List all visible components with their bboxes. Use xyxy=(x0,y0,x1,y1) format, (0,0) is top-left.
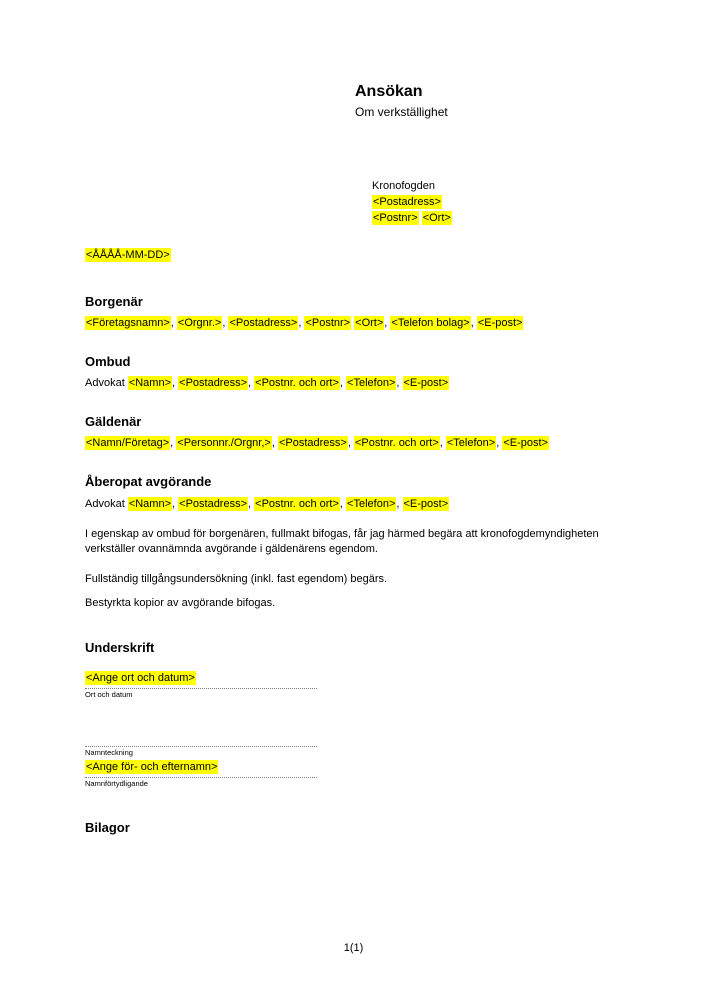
placeholder-highlight: <Namn/Företag> xyxy=(86,437,170,449)
placeholder-highlight: <E-post> xyxy=(403,377,449,389)
plain-text: , xyxy=(384,317,391,329)
ort-datum-value-line xyxy=(85,671,317,689)
section-heading-aberopat-avgorande: Åberopat avgörande xyxy=(85,474,212,489)
placeholder-highlight: <E-post> xyxy=(503,437,548,449)
aberopat-details-line xyxy=(85,497,449,512)
plain-text: , xyxy=(248,377,255,389)
plain-text: , xyxy=(170,317,177,329)
section-heading-borgenar: Borgenär xyxy=(85,294,143,309)
plain-text: Advokat xyxy=(85,377,128,389)
plain-text: , xyxy=(298,317,305,329)
ort-datum-label: Ort och datum xyxy=(85,690,133,699)
namn-placeholder: <Ange för- och efternamn> xyxy=(86,761,218,773)
plain-text: , xyxy=(339,377,347,389)
paragraph-enforcement-request: I egenskap av ombud för borgenären, fullmakt bifogas, får jag härmed begära att kronofogdemyndigheten verkställer ovannämnda avgörande i gäldenärens egendom. xyxy=(85,528,599,555)
section-heading-galdenar: Gäldenär xyxy=(85,414,142,429)
recipient-address-block xyxy=(372,178,452,226)
plain-text: , xyxy=(172,377,179,389)
placeholder-highlight: <Personnr./Orgnr,> xyxy=(177,437,271,449)
placeholder-highlight: <Telefon> xyxy=(347,377,396,389)
section-heading-bilagor: Bilagor xyxy=(85,820,130,835)
placeholder-highlight: <Ort> xyxy=(355,317,384,329)
plain-text: , xyxy=(496,437,503,449)
date-placeholder: <ÅÅÅÅ-MM-DD> xyxy=(86,249,170,261)
placeholder-highlight: <Företagsnamn> xyxy=(86,317,170,329)
placeholder-highlight: <E-post> xyxy=(477,317,523,329)
paragraph-asset-investigation: Fullständig tillgångsundersökning (inkl. fast egendom) begärs. xyxy=(85,573,388,585)
signature-field-namnfortydligande xyxy=(85,760,317,789)
section-heading-underskrift: Underskrift xyxy=(85,640,155,655)
placeholder-highlight: <Telefon bolag> xyxy=(391,317,470,329)
plain-text: , xyxy=(396,498,403,510)
date-line xyxy=(85,249,171,261)
section-heading-ombud: Ombud xyxy=(85,354,131,369)
plain-text: , xyxy=(170,437,177,449)
recipient-postnr-ort xyxy=(372,210,452,226)
namnteckning-label: Namnteckning xyxy=(85,748,133,757)
ombud-details-line xyxy=(85,376,449,391)
placeholder-highlight: <Postadress> xyxy=(179,498,248,510)
borgenar-details-line xyxy=(85,316,523,331)
plain-text: , xyxy=(248,498,255,510)
ort-placeholder: <Ort> xyxy=(422,212,451,224)
recipient-name: Kronofogden xyxy=(372,180,435,192)
plain-text: Advokat xyxy=(85,498,128,510)
ort-datum-placeholder: <Ange ort och datum> xyxy=(86,672,195,684)
placeholder-highlight: <Postnr. och ort> xyxy=(255,498,339,510)
plain-text: , xyxy=(172,498,179,510)
namnfortydligande-value-line xyxy=(85,760,317,778)
postadress-placeholder: <Postadress> xyxy=(373,196,441,208)
document-title: Ansökan xyxy=(355,83,423,100)
placeholder-highlight: <Postadress> xyxy=(179,377,248,389)
paragraph-certified-copies: Bestyrkta kopior av avgörande bifogas. xyxy=(85,597,276,609)
document-subtitle: Om verkställighet xyxy=(355,105,448,119)
signature-field-namnteckning xyxy=(85,746,317,758)
placeholder-highlight: <Postnr. och ort> xyxy=(255,377,339,389)
plain-text: , xyxy=(439,437,446,449)
placeholder-highlight: <Namn> xyxy=(128,377,172,389)
page-number: 1(1) xyxy=(343,942,364,954)
placeholder-highlight: <Postadress> xyxy=(229,317,298,329)
namnfortydligande-label: Namnförtydligande xyxy=(85,779,148,788)
plain-text: , xyxy=(339,498,347,510)
recipient-postadress xyxy=(372,194,452,210)
plain-text: , xyxy=(222,317,229,329)
placeholder-highlight: <Namn> xyxy=(128,498,172,510)
placeholder-highlight: <Orgnr.> xyxy=(177,317,222,329)
placeholder-highlight: <Postnr. och ort> xyxy=(354,437,439,449)
galdenar-details-line xyxy=(85,436,549,451)
plain-text: , xyxy=(396,377,403,389)
placeholder-highlight: <Postadress> xyxy=(278,437,347,449)
postnr-placeholder: <Postnr> xyxy=(373,212,418,224)
signature-field-ort-datum xyxy=(85,671,317,700)
placeholder-highlight: <Telefon> xyxy=(347,498,396,510)
plain-text: , xyxy=(347,437,354,449)
placeholder-highlight: <E-post> xyxy=(403,498,449,510)
plain-text: , xyxy=(271,437,278,449)
placeholder-highlight: <Telefon> xyxy=(446,437,496,449)
plain-text: , xyxy=(470,317,477,329)
placeholder-highlight: <Postnr> xyxy=(305,317,351,329)
